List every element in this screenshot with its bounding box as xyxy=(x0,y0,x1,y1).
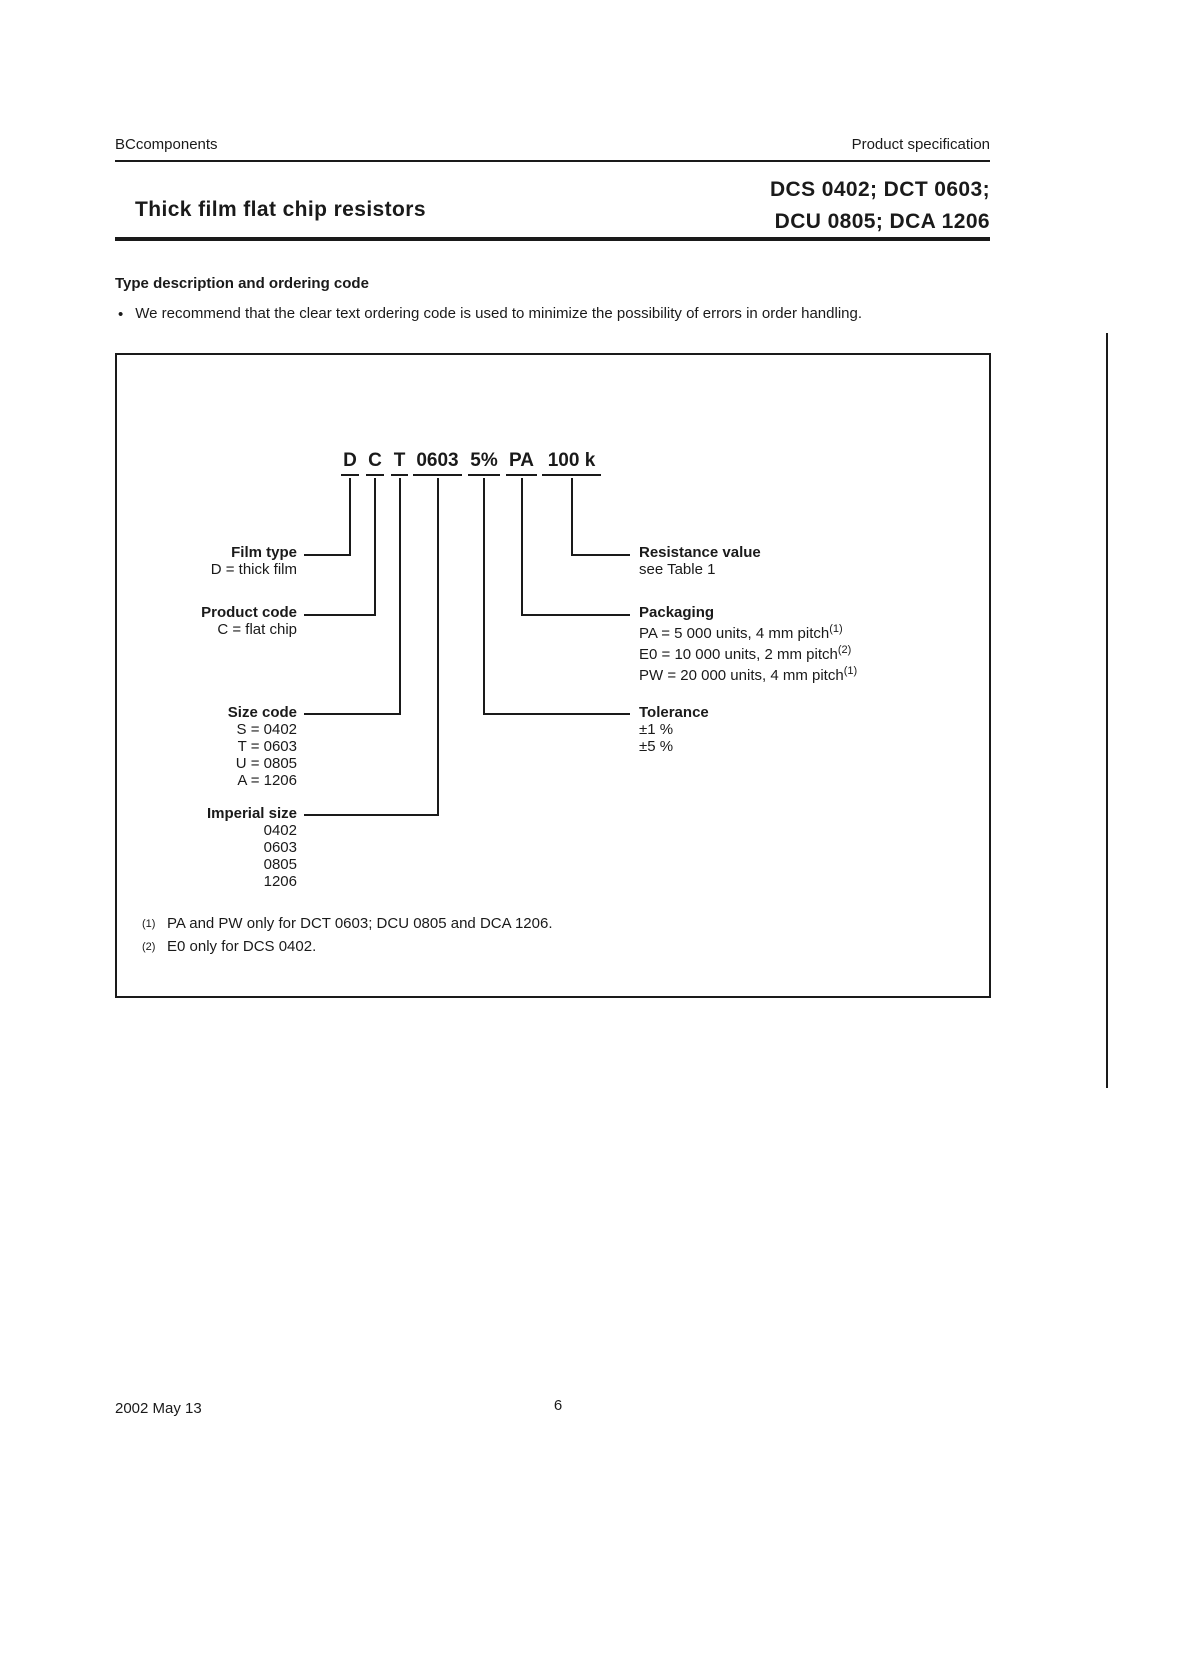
connector-product-code-vertical xyxy=(374,478,376,616)
connector-imperial-size-vertical xyxy=(437,478,439,816)
footnote-ref-icon: (1) xyxy=(843,665,858,677)
footnote-ref-icon: (2) xyxy=(837,644,852,656)
code-part-product-code: C xyxy=(366,450,384,476)
scan-artifact-line xyxy=(1106,333,1108,1088)
connector-packaging-horizontal xyxy=(521,614,630,616)
connector-resistance-horizontal xyxy=(571,554,630,556)
header-rule xyxy=(115,160,990,162)
packaging-line xyxy=(639,663,969,684)
connector-film-type-vertical xyxy=(349,478,351,556)
product-codes-line1: DCS 0402; DCT 0603; xyxy=(769,178,990,201)
imperial-size-title: Imperial size xyxy=(206,805,297,822)
bullet-dot: • xyxy=(118,306,124,323)
film-type-title: Film type xyxy=(231,544,297,561)
page-title: Thick film flat chip resistors xyxy=(135,198,426,221)
tolerance-line xyxy=(639,721,969,738)
code-part-size-code: T xyxy=(391,450,408,476)
connector-tolerance-horizontal xyxy=(483,713,630,715)
packaging-title: Packaging xyxy=(639,604,715,621)
size-code-value: T = 0603 xyxy=(237,738,297,755)
product-codes-line2: DCU 0805; DCA 1206 xyxy=(774,210,990,233)
code-part-tolerance: 5% xyxy=(468,450,500,476)
page-number: 6 xyxy=(553,1397,563,1414)
product-code-label-group xyxy=(117,605,297,638)
film-type-label-group xyxy=(117,545,297,578)
size-code-value: U = 0805 xyxy=(235,755,297,772)
tolerance-line xyxy=(639,738,969,755)
header-brand: BCcomponents xyxy=(115,136,218,153)
footnote-text: PA and PW only for DCT 0603; DCU 0805 and DCA 1206. xyxy=(167,915,553,932)
connector-size-code-horizontal xyxy=(304,713,401,715)
product-code-title: Product code xyxy=(201,604,297,621)
connector-tolerance-vertical xyxy=(483,478,485,715)
tolerance-text: ±1 % xyxy=(639,721,674,738)
connector-imperial-size-horizontal xyxy=(304,814,439,816)
product-code-value: C = flat chip xyxy=(217,621,297,638)
connector-film-type-horizontal xyxy=(304,554,351,556)
resistance-value-label-group xyxy=(639,545,969,578)
footnote-marker: (2) xyxy=(142,941,156,953)
packaging-text: PW = 20 000 units, 4 mm pitch xyxy=(639,667,844,684)
footnote-text: E0 only for DCS 0402. xyxy=(167,938,317,955)
tolerance-label-group xyxy=(639,705,969,755)
footer-date: 2002 May 13 xyxy=(115,1400,202,1417)
size-code-value: S = 0402 xyxy=(236,721,297,738)
size-code-title: Size code xyxy=(227,704,297,721)
bullet-text: We recommend that the clear text ordering code is used to minimize the possibility of errors in order handling. xyxy=(135,305,863,322)
film-type-value: D = thick film xyxy=(210,561,297,578)
header-spec-label: Product specification xyxy=(851,136,990,153)
imperial-size-value: 0402 xyxy=(263,822,297,839)
size-code-value: A = 1206 xyxy=(237,772,297,789)
code-part-imperial-size: 0603 xyxy=(413,450,462,476)
recommendation-bullet xyxy=(118,305,998,325)
code-part-packaging: PA xyxy=(506,450,537,476)
imperial-size-value: 0805 xyxy=(263,856,297,873)
size-code-label-group xyxy=(117,705,297,789)
tolerance-text: ±5 % xyxy=(639,738,674,755)
tolerance-title: Tolerance xyxy=(639,704,709,721)
packaging-line xyxy=(639,621,969,642)
code-part-film-type: D xyxy=(341,450,359,476)
imperial-size-value: 0603 xyxy=(263,839,297,856)
imperial-size-label-group xyxy=(117,806,297,890)
packaging-text: PA = 5 000 units, 4 mm pitch xyxy=(639,625,830,642)
title-rule xyxy=(115,237,990,241)
packaging-line xyxy=(639,642,969,663)
section-heading: Type description and ordering code xyxy=(115,275,369,292)
connector-resistance-vertical xyxy=(571,478,573,556)
imperial-size-value: 1206 xyxy=(263,873,297,890)
resistance-value-line xyxy=(639,561,969,578)
ordering-code-diagram xyxy=(115,353,991,998)
resistance-value-text: see Table 1 xyxy=(639,561,716,578)
resistance-value-title: Resistance value xyxy=(639,544,761,561)
connector-packaging-vertical xyxy=(521,478,523,616)
footnote-ref-icon: (1) xyxy=(829,623,843,635)
connector-size-code-vertical xyxy=(399,478,401,715)
footnote-marker: (1) xyxy=(142,918,156,930)
packaging-label-group xyxy=(639,605,969,684)
code-part-resistance: 100 k xyxy=(542,450,601,476)
connector-product-code-horizontal xyxy=(304,614,376,616)
packaging-text: E0 = 10 000 units, 2 mm pitch xyxy=(639,646,838,663)
